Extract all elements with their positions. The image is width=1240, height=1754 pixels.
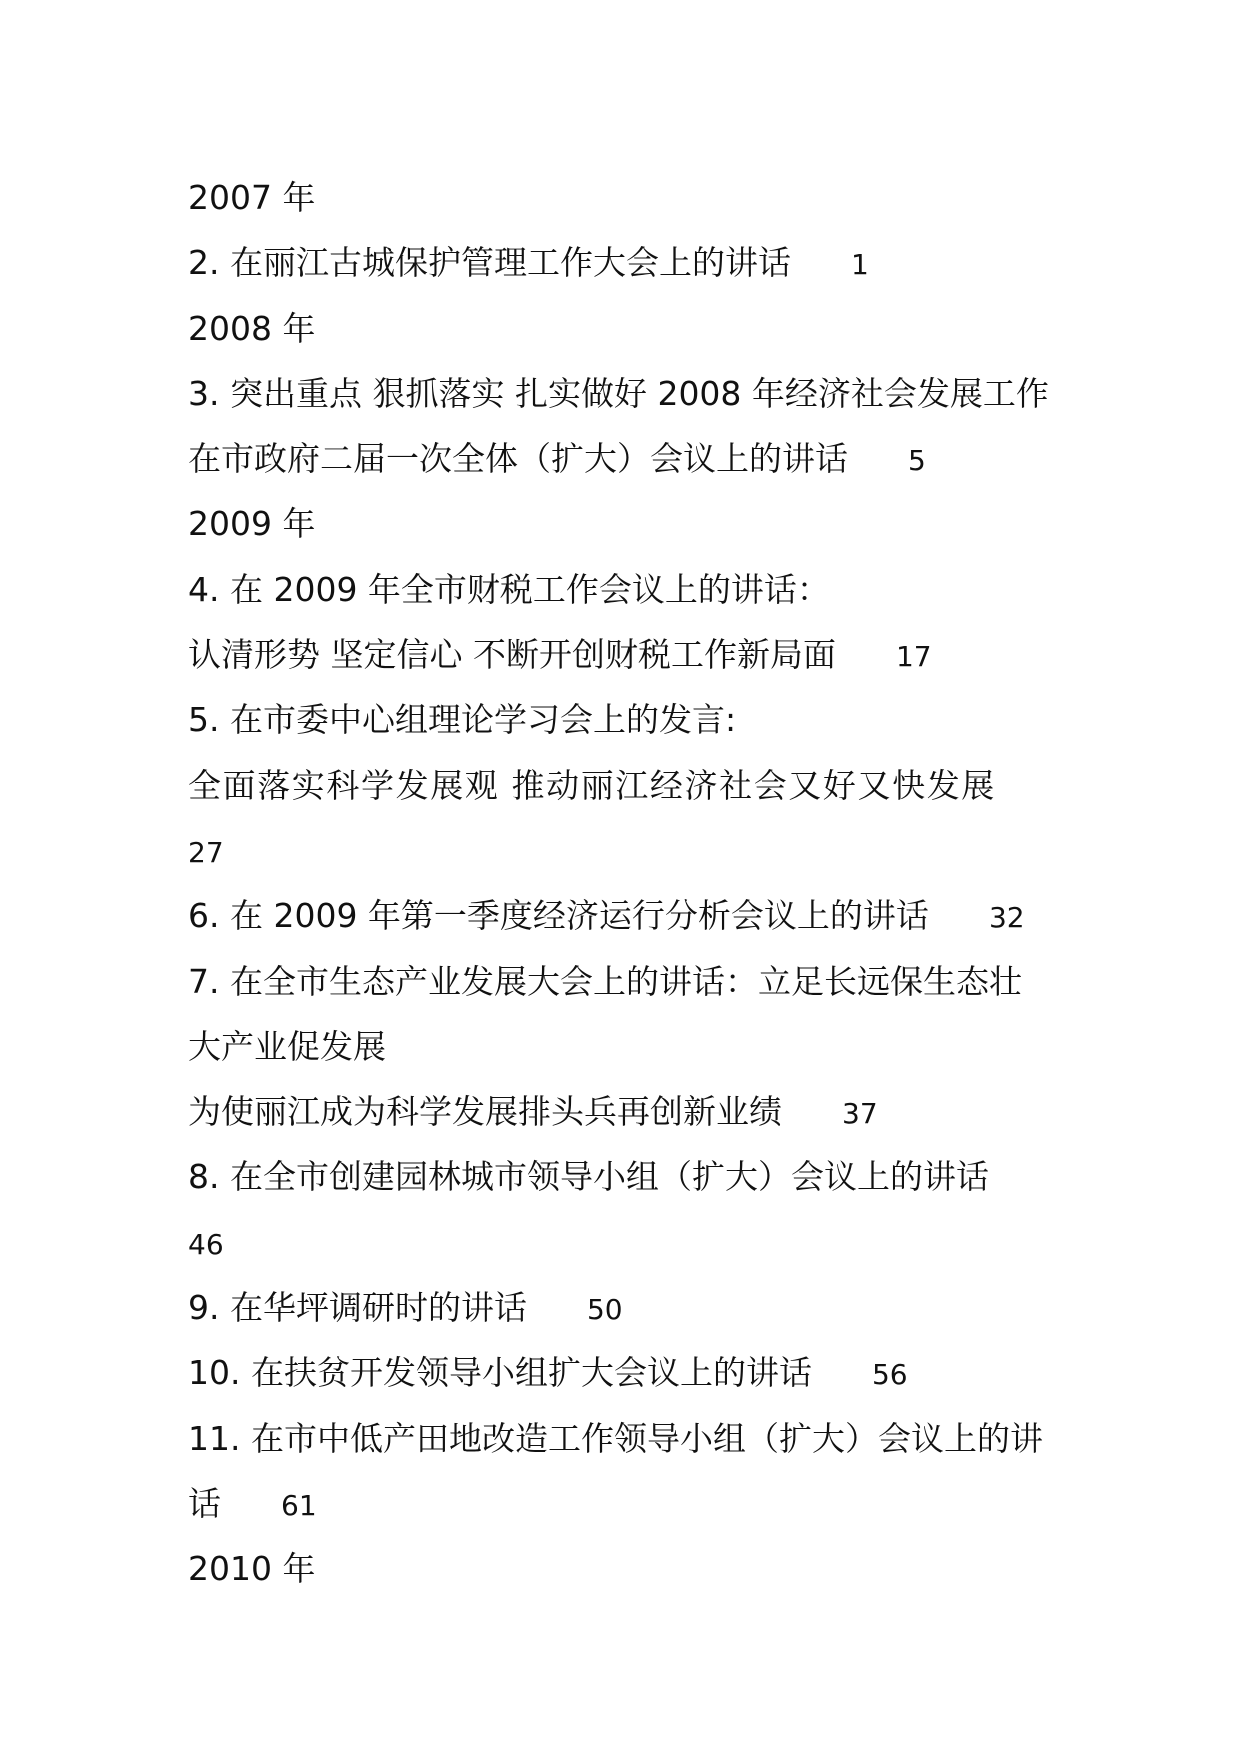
- toc-entry-5-line1[interactable]: 5. 在市委中心组理论学习会上的发言:: [188, 700, 737, 740]
- toc-entry-title: 9. 在华坪调研时的讲话: [188, 1288, 527, 1328]
- year-heading-2007: 2007 年: [188, 178, 316, 217]
- toc-entry-page-number: 50: [586, 1293, 623, 1327]
- toc-entry-11-line2[interactable]: [188, 1471, 1068, 1536]
- toc-entry-5-line2[interactable]: 全面落实科学发展观 推动丽江经济社会又好又快发展: [188, 765, 996, 805]
- toc-entry-8-page[interactable]: [188, 1210, 1068, 1275]
- toc-entry-9[interactable]: [188, 1275, 1068, 1340]
- year-heading-2008: 2008 年: [188, 308, 316, 348]
- toc-entry-page-number: 56: [871, 1358, 908, 1392]
- year-heading-2010: 2010 年: [188, 1549, 316, 1589]
- toc-entry-page-number: 37: [842, 1097, 878, 1131]
- toc-entry-title: 6. 在 2009 年第一季度经济运行分析会议上的讲话: [188, 896, 929, 936]
- toc-entry-page-number: 27: [188, 835, 224, 869]
- toc-entry-2[interactable]: [188, 230, 1068, 295]
- toc-entry-page-number: 17: [895, 640, 932, 674]
- toc-entry-5-page[interactable]: [188, 818, 1068, 883]
- toc-entry-7-line1[interactable]: 7. 在全市生态产业发展大会上的讲话：立足长远保生态壮: [188, 961, 1022, 1001]
- table-of-contents: [188, 165, 1068, 1602]
- toc-entry-page-number: 32: [988, 901, 1025, 935]
- toc-entry-page-number: 5: [908, 444, 926, 478]
- toc-entry-7-line3[interactable]: [188, 1079, 1068, 1144]
- toc-entry-title: 认清形势 坚定信心 不断开创财税工作新局面: [188, 635, 836, 675]
- toc-entry-page-number: 46: [188, 1227, 224, 1261]
- toc-entry-11-line1[interactable]: 11. 在市中低产田地改造工作领导小组（扩大）会议上的讲: [188, 1418, 1043, 1458]
- toc-entry-title: 为使丽江成为科学发展排头兵再创新业绩: [188, 1092, 782, 1132]
- toc-entry-10[interactable]: [188, 1340, 1068, 1405]
- toc-entry-8[interactable]: 8. 在全市创建园林城市领导小组（扩大）会议上的讲话: [188, 1157, 989, 1197]
- toc-entry-3-line1[interactable]: 3. 突出重点 狠抓落实 扎实做好 2008 年经济社会发展工作: [188, 373, 1049, 413]
- toc-entry-7-line2[interactable]: 大产业促发展: [188, 1026, 386, 1066]
- toc-entry-3-line2[interactable]: [188, 426, 1068, 491]
- toc-entry-4-line2[interactable]: [188, 622, 1068, 687]
- toc-entry-title: 10. 在扶贫开发领导小组扩大会议上的讲话: [188, 1353, 812, 1393]
- toc-entry-title: 话: [188, 1483, 221, 1523]
- toc-entry-page-number: 61: [281, 1488, 317, 1522]
- year-heading-2009: 2009 年: [188, 504, 316, 544]
- toc-entry-6[interactable]: [188, 883, 1068, 948]
- toc-entry-page-number: 1: [850, 248, 869, 282]
- toc-entry-4-line1[interactable]: 4. 在 2009 年全市财税工作会议上的讲话：: [188, 569, 830, 609]
- toc-entry-title: 在市政府二届一次全体（扩大）会议上的讲话: [188, 439, 848, 479]
- toc-entry-title: 2. 在丽江古城保护管理工作大会上的讲话: [188, 243, 791, 283]
